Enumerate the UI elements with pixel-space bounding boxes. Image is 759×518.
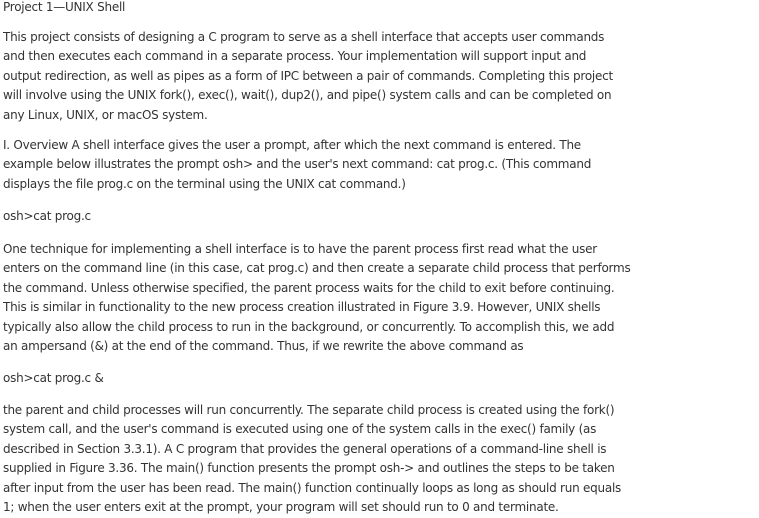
paragraph-line: any Linux, UNIX, or macOS system.: [3, 107, 208, 122]
paragraph-line: after input from the user has been read. The main() function continually loops as long as should run equals: [3, 480, 622, 495]
paragraph-line: I. Overview A shell interface gives the user a prompt, after which the next command is entered. The: [3, 138, 581, 152]
paragraph-line: the command. Unless otherwise specified, the parent process waits for the child to exit before continuing.: [3, 280, 615, 295]
paragraph-line: This is similar in functionality to the new process creation illustrated in Figure 3.9. However, UNIX shells: [3, 300, 601, 315]
paragraph-line: described in Section 3.3.1). A C program that provides the general operations of a command-line shell is: [3, 441, 607, 456]
overview-paragraph: [3, 136, 623, 194]
paragraph-line: output redirection, as well as pipes as a form of IPC between a pair of commands. Completing this project: [3, 68, 613, 83]
paragraph-line: system call, and the user's command is executed using one of the system calls in the exec() family (as: [3, 422, 597, 437]
command-example: osh>cat prog.c: [3, 209, 91, 223]
paragraph-line: 1; when the user enters exit at the prompt, your program will set should run to 0 and terminate.: [3, 500, 559, 515]
paragraph-line: enters on the command line (in this case, cat prog.c) and then create a separate child process that performs: [3, 261, 631, 276]
paragraph-line: supplied in Figure 3.36. The main() function presents the prompt osh-> and outlines the steps to be taken: [3, 461, 615, 476]
paragraph-line: will involve using the UNIX fork(), exec(), wait(), dup2(), and pipe() system calls and can be completed on: [3, 88, 612, 103]
paragraph-line: One technique for implementing a shell interface is to have the parent process first read what the user: [3, 242, 597, 256]
page-title: Project 1—UNIX Shell: [3, 0, 126, 14]
paragraph-line: displays the file prog.c on the terminal using the UNIX cat command.): [3, 176, 406, 191]
technique-paragraph: [3, 240, 631, 356]
command-example-background: osh>cat prog.c &: [3, 371, 104, 385]
paragraph-line: an ampersand (&) at the end of the command. Thus, if we rewrite the above command as: [3, 339, 524, 354]
paragraph-line: example below illustrates the prompt osh> and the user's next command: cat prog.c. (This command: [3, 157, 592, 172]
paragraph-line: typically also allow the child process to run in the background, or concurrently. To accomplish this, we add: [3, 319, 615, 334]
concurrent-paragraph: [3, 401, 623, 517]
intro-paragraph: [3, 28, 623, 125]
paragraph-line: and then executes each command in a separate process. Your implementation will support input and: [3, 49, 587, 64]
paragraph-line: This project consists of designing a C program to serve as a shell interface that accepts user commands: [3, 30, 605, 44]
paragraph-line: the parent and child processes will run concurrently. The separate child process is created using the fork(): [3, 403, 615, 417]
